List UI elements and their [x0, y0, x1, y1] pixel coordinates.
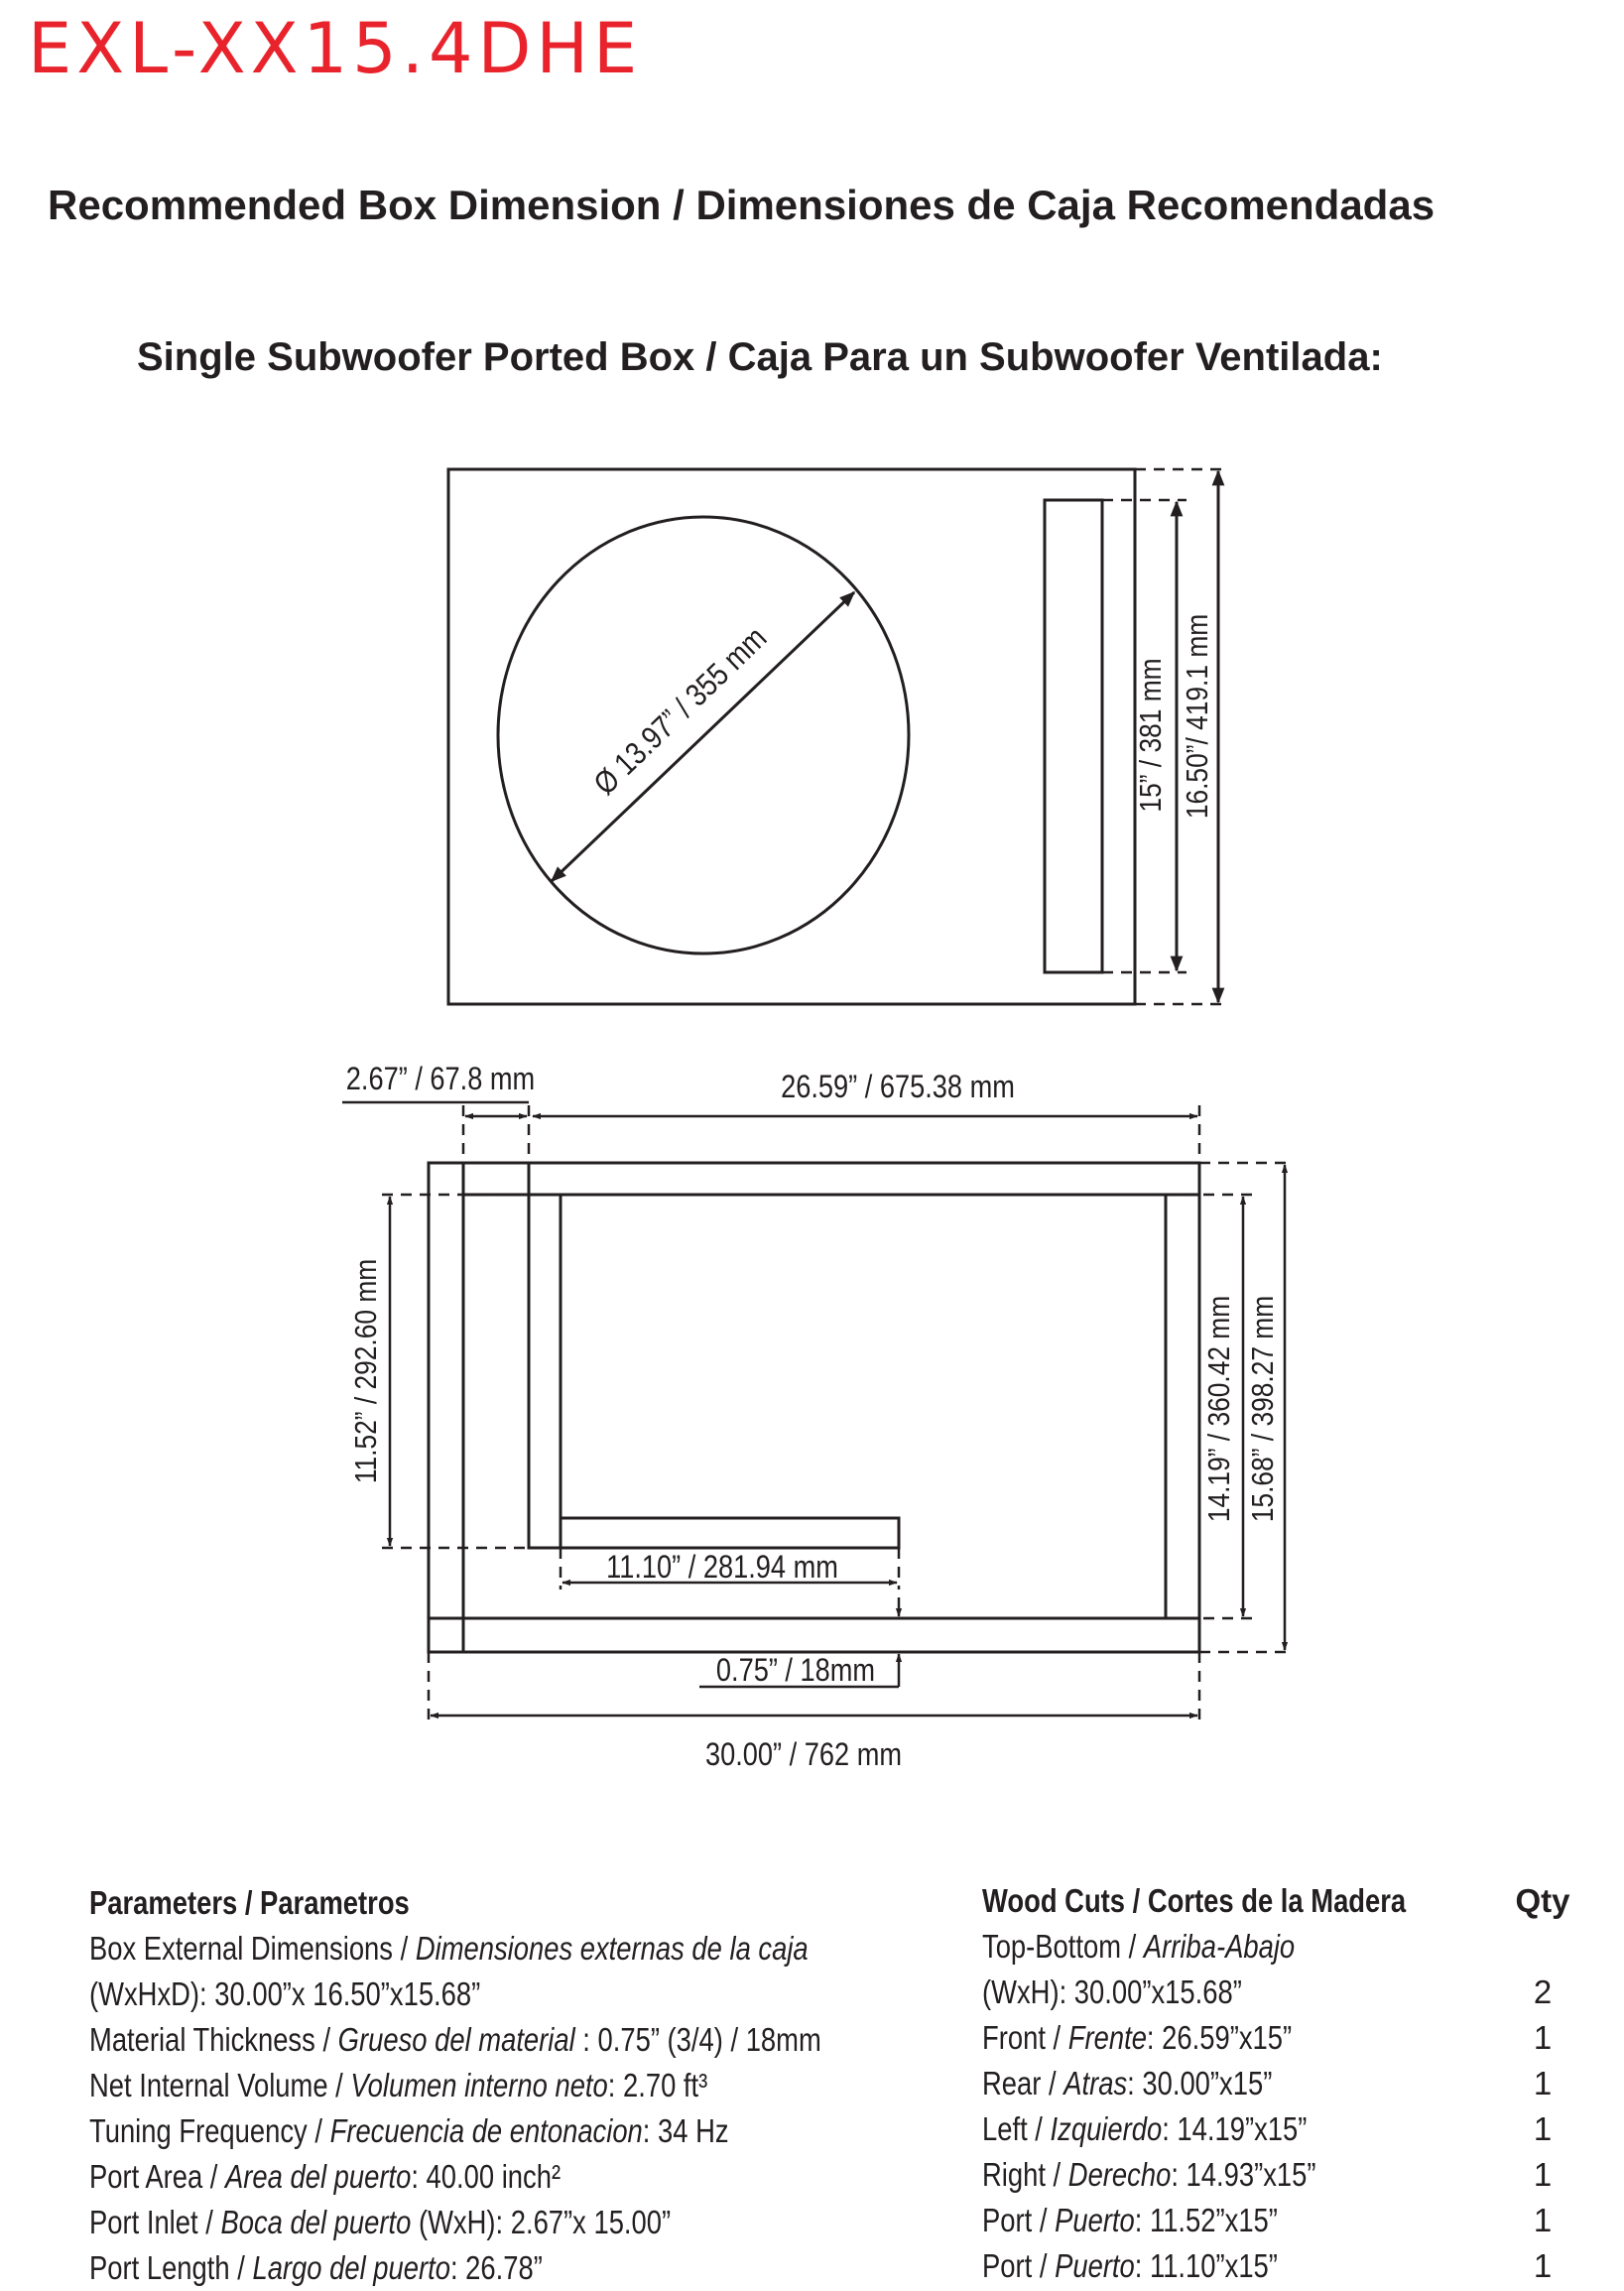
wood-cut-es: Puerto	[1055, 2247, 1135, 2284]
parameter-row	[89, 2200, 821, 2245]
parameter-value: (WxH): 2.67”x 15.00”	[411, 2204, 672, 2240]
box-height-label: 16.50”/ 419.1 mm	[1181, 613, 1215, 820]
parameters-list	[89, 1880, 821, 2291]
wood-cut-en: (WxH): 30.00”x15.68”	[982, 1973, 1242, 2010]
front-width-label: 26.59” / 675.38 mm	[781, 1069, 1015, 1105]
wood-cut-value: : 30.00”x15”	[1127, 2065, 1273, 2101]
wood-cut-row	[982, 2061, 1406, 2106]
thickness-label: 0.75” / 18mm	[715, 1652, 876, 1689]
qty-value: 1	[1533, 2065, 1553, 2101]
qty-value: 1	[1533, 2247, 1553, 2284]
qty-value: 1	[1533, 2156, 1553, 2193]
qty-value: 1	[1533, 2202, 1553, 2238]
qty-value: 1	[1533, 2019, 1553, 2056]
parameter-en: (WxHxD): 30.00”x 16.50”x15.68”	[89, 1975, 481, 2012]
parameter-value: : 34 Hz	[642, 2112, 729, 2149]
wood-cut-sep: /	[1027, 2110, 1051, 2147]
parameter-row	[89, 1926, 821, 1972]
port-side-length-label: 11.52” / 292.60 mm	[349, 1258, 384, 1484]
port-panel-length-label: 11.10” / 281.94 mm	[606, 1549, 838, 1586]
wood-cut-sep: /	[1032, 2247, 1056, 2284]
wood-cut-en: Left	[982, 2110, 1028, 2147]
qty-rows	[1503, 1924, 1582, 2289]
parameter-sep: /	[322, 2021, 338, 2058]
wood-cut-es: Arriba-Abajo	[1143, 1928, 1296, 1965]
wood-cut-row	[982, 1970, 1406, 2015]
parameter-sep: /	[202, 2158, 226, 2195]
parameter-value: : 26.78”	[449, 2249, 543, 2286]
wood-cut-value: : 11.52”x15”	[1134, 2202, 1278, 2238]
wood-cut-en: Top-Bottom	[982, 1928, 1122, 1965]
wood-cuts-rows	[982, 1924, 1406, 2289]
wood-cut-row	[982, 2106, 1406, 2152]
port-opening	[1045, 500, 1102, 972]
parameter-en: Port Area	[89, 2158, 203, 2195]
port-panel	[561, 1518, 899, 1548]
parameter-sep: /	[327, 2067, 351, 2103]
wood-cut-value: : 14.93”x15”	[1171, 2156, 1316, 2193]
qty-value: 1	[1533, 2110, 1553, 2147]
parameter-value: : 2.70 ft³	[607, 2067, 708, 2103]
wood-cut-en: Port	[982, 2247, 1033, 2284]
top-extension-lines	[382, 1105, 1292, 1721]
wood-cut-value: : 11.10”x15”	[1134, 2247, 1278, 2284]
front-view	[448, 469, 1228, 1004]
right-panel	[1166, 1195, 1199, 1618]
parameter-sep: /	[392, 1930, 416, 1967]
wood-cut-sep: /	[1121, 1928, 1144, 1965]
wood-cut-en: Right	[982, 2156, 1046, 2193]
cutout-diameter-arrow	[552, 592, 854, 881]
wood-cut-row	[982, 2015, 1406, 2061]
wood-cut-row	[982, 2152, 1406, 2198]
subsection-title: Single Subwoofer Ported Box / Caja Para un Subwoofer Ventilada:	[137, 335, 1383, 379]
parameter-es: Grueso del material	[337, 2021, 575, 2058]
external-depth-label: 15.68” / 398.27 mm	[1246, 1295, 1281, 1523]
wood-cut-sep: /	[1045, 2019, 1068, 2056]
port-height-label: 15” / 381 mm	[1134, 658, 1169, 813]
qty-value: 2	[1533, 1973, 1553, 2010]
wood-cut-es: Frente	[1067, 2019, 1147, 2056]
wood-cut-sep: /	[1045, 2156, 1068, 2193]
parameter-row	[89, 2245, 821, 2291]
parameter-sep: /	[229, 2249, 253, 2286]
wood-cut-es: Puerto	[1055, 2202, 1135, 2238]
parameter-es: Frecuencia de entonacion	[329, 2112, 643, 2149]
cutout-diameter-label: Ø 13.97” / 355 mm	[587, 620, 774, 803]
wood-cut-row	[982, 2243, 1406, 2289]
box-width-label: 30.00” / 762 mm	[705, 1736, 902, 1773]
wood-cut-en: Rear	[982, 2065, 1042, 2101]
front-panel	[448, 469, 1135, 1004]
port-wall	[529, 1195, 561, 1548]
parameter-row	[89, 2017, 821, 2063]
wood-cut-value: : 14.19”x15”	[1162, 2110, 1308, 2147]
parameter-es: Largo del puerto	[252, 2249, 450, 2286]
section-title: Recommended Box Dimension / Dimensiones de Caja Recomendadas	[48, 182, 1436, 228]
parameter-en: Material Thickness	[89, 2021, 323, 2058]
wood-cut-sep: /	[1041, 2065, 1064, 2101]
wood-cut-es: Derecho	[1067, 2156, 1172, 2193]
front-panel-cut	[529, 1163, 1199, 1195]
parameter-es: Area del puerto	[225, 2158, 412, 2195]
wood-cut-en: Front	[982, 2019, 1046, 2056]
parameters-header: Parameters / Parametros	[89, 1884, 410, 1921]
wood-cut-es: Izquierdo	[1050, 2110, 1163, 2147]
rear-panel-cut	[429, 1618, 1199, 1652]
top-view	[342, 1102, 1292, 1721]
wood-cuts-header: Wood Cuts / Cortes de la Madera	[982, 1882, 1407, 1919]
parameters-rows	[89, 1926, 821, 2291]
parameter-en: Port Length	[89, 2249, 230, 2286]
internal-depth-label: 14.19” / 360.42 mm	[1202, 1295, 1237, 1523]
left-panel	[429, 1163, 463, 1652]
parameter-en: Port Inlet	[89, 2204, 198, 2240]
parameter-en: Tuning Frequency	[89, 2112, 308, 2149]
qty-value	[1503, 1924, 1582, 1970]
parameter-es: Dimensiones externas de la caja	[415, 1930, 809, 1967]
wood-cut-es: Atras	[1063, 2065, 1128, 2101]
wood-cut-sep: /	[1032, 2202, 1056, 2238]
model-title: EXL-XX15.4DHE	[28, 8, 643, 89]
qty-column	[1503, 1878, 1582, 2289]
wood-cut-en: Port	[982, 2202, 1033, 2238]
parameter-sep: /	[307, 2112, 330, 2149]
parameter-row	[89, 2063, 821, 2108]
parameter-es: Volumen interno neto	[350, 2067, 608, 2103]
parameter-en: Box External Dimensions	[89, 1930, 393, 1967]
wood-cut-row	[982, 2198, 1406, 2243]
parameter-row	[89, 2108, 821, 2154]
parameter-row	[89, 2154, 821, 2200]
wood-cut-row	[982, 1924, 1406, 1970]
parameter-value: : 0.75” (3/4) / 18mm	[574, 2021, 821, 2058]
parameter-es: Boca del puerto	[220, 2204, 412, 2240]
wood-cuts-list	[982, 1878, 1406, 2289]
wood-cut-value: : 26.59”x15”	[1146, 2019, 1293, 2056]
qty-header: Qty	[1515, 1882, 1570, 1919]
parameter-value: : 40.00 inch²	[411, 2158, 562, 2195]
parameter-row	[89, 1972, 821, 2017]
parameter-en: Net Internal Volume	[89, 2067, 328, 2103]
parameter-sep: /	[197, 2204, 221, 2240]
port-width-label: 2.67” / 67.8 mm	[345, 1061, 536, 1097]
